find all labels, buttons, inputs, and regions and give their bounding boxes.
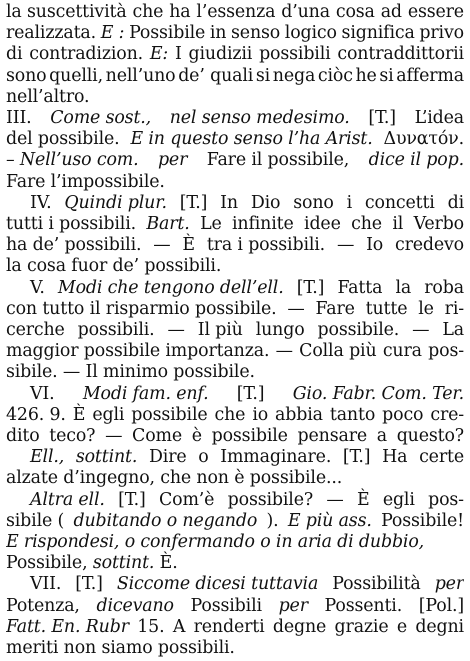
text-segment: L’idea [414, 108, 464, 128]
italic-text: nel senso medesimo. [169, 108, 350, 128]
text-segment: roba [424, 277, 464, 298]
text-segment: o [198, 447, 209, 468]
text-segment: nell’uno [105, 65, 176, 86]
text-segment: credevo [394, 235, 464, 256]
text-segment: che [132, 2, 164, 22]
text-segment: del possibile. [6, 129, 120, 150]
text-segment: alzate d’ingegno, che non è possibile... [6, 468, 343, 489]
text-segment: contradizion. [29, 44, 143, 65]
italic-text: sottint. [75, 447, 138, 468]
text-segment: possibili [259, 44, 331, 65]
italic-text: Modi fam. enf. [82, 383, 209, 404]
text-segment: Dio [250, 192, 281, 213]
italic-text: E più ass. [287, 510, 372, 531]
text-segment: I [174, 44, 182, 65]
text-segment: che [214, 404, 246, 425]
italic-text: Altra ell. [30, 489, 105, 510]
text-segment: questo? [396, 426, 464, 446]
text-segment: nell’altro. [6, 86, 90, 107]
text-segment: È [72, 404, 86, 425]
text-segment: Il più [197, 320, 243, 340]
italic-text: Fatt. En. Rubr [6, 616, 129, 637]
text-segment: la suscettività [6, 2, 127, 22]
text-segment: renderti [193, 616, 265, 637]
text-segment: le [418, 298, 434, 319]
text-segment: [T.] [118, 489, 146, 510]
text-segment: infinite [232, 214, 294, 234]
italic-text: E: [149, 44, 169, 65]
text-segment: Ha [382, 447, 408, 468]
text-segment: cre- [430, 404, 464, 425]
italic-text: Siccome dicesi tuttavia [116, 574, 319, 595]
text-segment: possibili. [77, 320, 155, 340]
text-segment: Fatta [337, 277, 383, 298]
text-segment: [T.] [368, 108, 396, 128]
text-segment: 15. [137, 616, 165, 637]
text-segment: he [355, 65, 377, 86]
text-segment: di [6, 44, 23, 65]
text-segment: Dire [148, 447, 187, 468]
text-segment: meriti non siamo possibili. [6, 638, 235, 658]
text-segment: V. [30, 277, 45, 298]
text-segment: Immaginare. [220, 447, 332, 468]
text-segment: Fare [315, 298, 355, 319]
text-segment: d’una [281, 2, 330, 22]
italic-text: dicevano [96, 595, 174, 616]
text-segment: idee [304, 214, 341, 234]
text-segment: Possibilità [332, 574, 421, 595]
text-segment: di [447, 192, 464, 213]
text-segment: — [153, 235, 171, 256]
text-segment: [Pol.] [418, 595, 464, 616]
text-segment: realizzata. [6, 23, 97, 44]
text-segment: la [395, 277, 412, 298]
text-segment: il [392, 214, 404, 234]
text-segment: si [255, 65, 271, 86]
text-segment: degne [272, 616, 327, 637]
text-segment: VI. [30, 383, 55, 404]
text-segment: dito [6, 426, 40, 446]
text-segment: — [287, 298, 305, 319]
text-segment: Possenti. [324, 595, 403, 616]
text-segment: È. [154, 553, 178, 574]
text-segment: [T.] [296, 277, 325, 298]
text-segment: Le [200, 214, 222, 234]
text-segment: [T.] [75, 574, 103, 595]
text-segment: certe [419, 447, 464, 468]
text-segment: — [105, 426, 123, 446]
text-segment: Fare l’impossibile. [6, 171, 165, 192]
text-segment: l’essenza [196, 2, 276, 22]
text-segment: sibile ( [6, 510, 65, 531]
text-segment: è [191, 426, 202, 446]
italic-text: E rispondesi, o confermando o in aria di dubbio, [6, 532, 425, 552]
text-segment: ha [169, 2, 191, 22]
text-segment: in [209, 23, 227, 44]
text-segment: Verbo [413, 214, 464, 234]
text-segment: III. [6, 108, 32, 128]
text-segment: i [346, 192, 353, 213]
text-segment: A [172, 616, 186, 637]
text-segment: ha de’ possibili. [6, 235, 142, 256]
text-segment: significa [341, 23, 415, 44]
italic-text: per [434, 574, 464, 595]
text-segment: privo [419, 23, 464, 44]
text-segment: che [351, 214, 382, 234]
text-segment: tanto [329, 404, 376, 425]
text-segment: Possibile [129, 23, 206, 44]
text-segment: sibile. — Il minimo possibile. [6, 362, 255, 383]
text-segment: [T.] [342, 447, 371, 468]
text-segment: Io [366, 235, 384, 256]
text-segment: sono [293, 192, 334, 213]
text-segment: poco [382, 404, 424, 425]
text-segment: È [182, 235, 195, 256]
text-segment: possibile [211, 426, 288, 446]
italic-text: – Nell’uso com. [6, 150, 139, 171]
italic-text: E in questo senso l’ha Arist. [130, 129, 373, 150]
italic-text: per [157, 150, 188, 171]
italic-text: sottint. [92, 553, 155, 574]
text-segment: egli [92, 404, 125, 425]
italic-text: Quindi plur. [64, 192, 167, 213]
text-segment: egli [382, 489, 415, 510]
text-segment: Fare il possibile, [206, 150, 350, 171]
text-segment: 426. 9. [6, 404, 66, 425]
text-segment: È [356, 489, 370, 510]
text-segment: io [252, 404, 269, 425]
text-segment: tutti i possibili. [6, 214, 137, 234]
text-segment: concetti [364, 192, 435, 213]
text-segment: [T.] [179, 192, 208, 213]
text-segment: — [275, 341, 293, 362]
italic-text: Bart. [146, 214, 190, 234]
text-segment: cura [382, 341, 422, 362]
text-segment: grazie [334, 616, 389, 637]
text-segment: quelli, [49, 65, 103, 86]
text-segment: possibile? [227, 489, 314, 510]
text-segment: VII. [30, 574, 62, 595]
text-segment: afferma [396, 65, 464, 86]
text-segment: — [336, 235, 355, 256]
text-segment: possibile. [317, 320, 400, 340]
text-segment: giudizii [188, 44, 253, 65]
text-segment: la cosa fuor de’ possibili. [6, 256, 222, 277]
italic-text: dice il pop. [368, 150, 464, 171]
italic-text: Come sost., [50, 108, 152, 128]
text-segment: teco? [49, 426, 96, 446]
text-segment: La [442, 320, 464, 340]
text-segment: Δυνατόν. [383, 129, 464, 150]
italic-text: per [278, 595, 308, 616]
text-segment: — [412, 320, 430, 340]
italic-text: Ell., [30, 447, 65, 468]
text-segment: con tutto il risparmio possibile. [6, 298, 277, 319]
italic-text: dubitando o negando [73, 510, 258, 531]
text-segment: possibile [131, 404, 208, 425]
text-segment: de’ quali [178, 65, 254, 86]
text-segment: Colla più [299, 341, 377, 362]
text-segment: senso [231, 23, 281, 44]
text-segment: sono [6, 65, 47, 86]
text-segment: degni [415, 616, 464, 637]
text-segment: — [326, 489, 344, 510]
text-segment: IV. [30, 192, 52, 213]
italic-text: Gio. Fabr. Com. Ter. [292, 383, 464, 404]
text-segment: — [167, 320, 185, 340]
text-segment: Possibili [190, 595, 262, 616]
text-segment: Come [132, 426, 183, 446]
text-segment: [T.] [236, 383, 265, 404]
text-segment: ciòc [317, 65, 353, 86]
text-segment: pensare [297, 426, 368, 446]
text-segment: si [379, 65, 394, 86]
text-segment: Com’è [158, 489, 215, 510]
text-segment: essere [407, 2, 464, 22]
text-segment: pos- [428, 489, 464, 510]
text-segment: logico [284, 23, 337, 44]
text-line [6, 636, 464, 661]
text-segment: a [376, 426, 387, 446]
text-segment: Potenza, [6, 595, 80, 616]
text-segment: tra i possibili. [206, 235, 326, 256]
text-segment: nega [272, 65, 316, 86]
text-segment: contraddittorii [337, 44, 464, 65]
italic-text: E : [100, 23, 125, 44]
italic-text: Modi che tengono dell’ell. [57, 277, 284, 298]
text-segment: Possibile, [6, 553, 93, 574]
text-segment: e [396, 616, 407, 637]
text-segment: cerche [6, 320, 65, 340]
text-segment: Possibile! [381, 510, 464, 531]
text-segment: pos- [428, 341, 464, 362]
text-segment: maggior possibile importanza. [6, 341, 270, 362]
text-segment: ad [380, 2, 402, 22]
text-segment: abbia [275, 404, 323, 425]
text-segment: In [220, 192, 238, 213]
text-segment: lungo [255, 320, 305, 340]
text-segment: ri- [444, 298, 464, 319]
text-segment: ). [266, 510, 279, 531]
text-segment: cosa [335, 2, 375, 22]
text-segment: tutte [365, 298, 408, 319]
